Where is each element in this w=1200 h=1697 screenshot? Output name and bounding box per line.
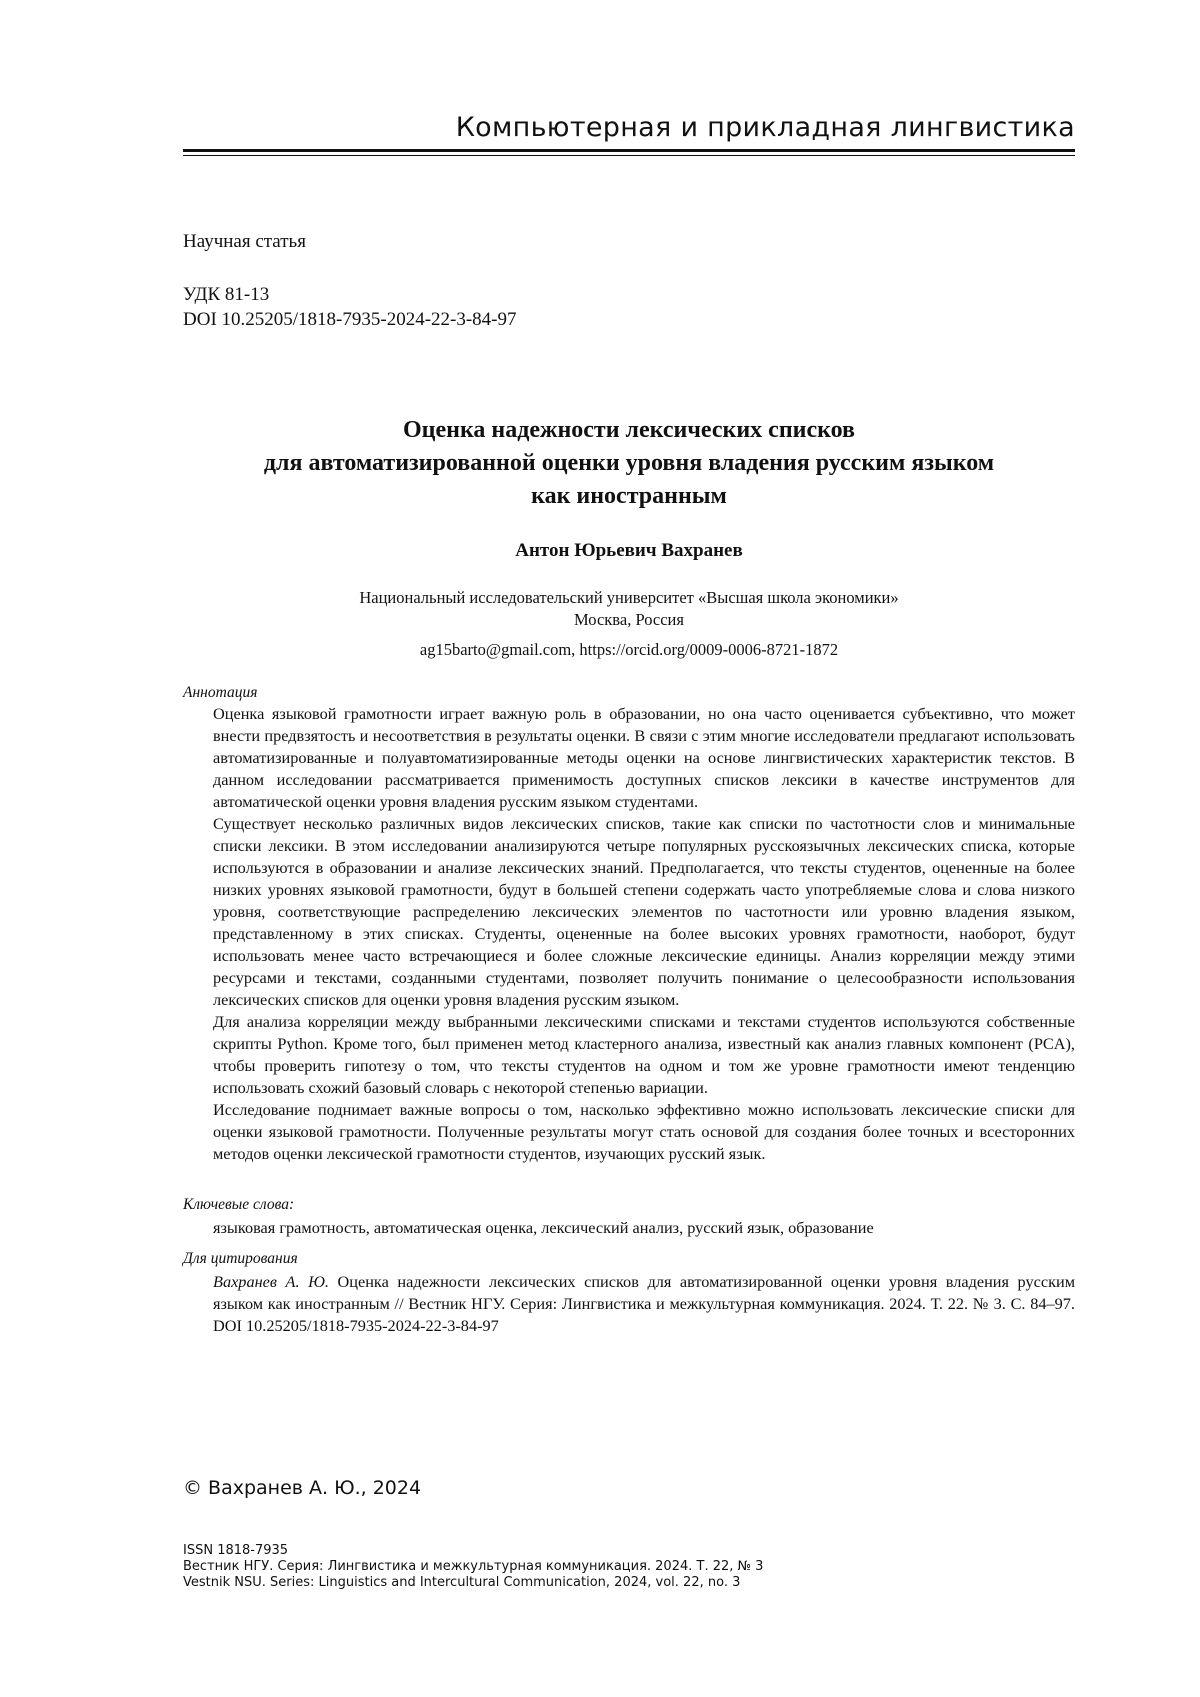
issn: ISSN 1818-7935	[183, 1543, 763, 1559]
abstract-paragraph: Существует несколько различных видов лексических списков, такие как списки по частотности слов и минимальные списки лексики. В этом исследовании анализируются четыре популярных русскоязычных лексических списка, которые используются в образовании и анализе лексических знаний. Предполагается, что тексты студентов, оцененные на более низких уровнях языковой грамотности, будут в большей степени содержать часто употребляемые слова и слова низкого уровня, соответствующие распределению лексических элементов по частотности или уровню владения языком, представленному в этих списках. Студенты, оцененные на более высоких уровнях грамотности, наоборот, будут использовать менее часто встречающиеся и более сложные лексические единицы. Анализ корреляции между этими ресурсами и текстами, созданными студентами, позволяет получить понимание о целесообразности использования лексических списков для оценки уровня владения русским языком.	[213, 813, 1075, 1011]
abstract-paragraph: Исследование поднимает важные вопросы о том, насколько эффективно можно использовать лексические списки для оценки языковой грамотности. Полученные результаты могут стать основой для создания более точных и всесторонних методов оценки лексической грамотности студентов, изучающих русский язык.	[213, 1099, 1075, 1165]
abstract-label: Аннотация	[183, 684, 257, 702]
article-title	[183, 414, 1075, 513]
copyright: © Вахранев А. Ю., 2024	[183, 1477, 421, 1499]
header-rule-thin	[183, 155, 1075, 156]
journal-citation-en: Vestnik NSU. Series: Linguistics and Intercultural Communication, 2024, vol. 22, no. 3	[183, 1575, 763, 1591]
citation-body: Оценка надежности лексических списков для автоматизированной оценки уровня владения русским языком как иностранным // Вестник НГУ. Серия: Лингвистика и межкультурная коммуникация. 2024. Т. 22. № 3. С. 84–97. DOI 10.25205/1818-7935-2024-22-3-84-97	[213, 1272, 1075, 1335]
author-city: Москва, Россия	[183, 609, 1075, 631]
journal-citation-ru: Вестник НГУ. Серия: Лингвистика и межкультурная коммуникация. 2024. Т. 22, № 3	[183, 1559, 763, 1575]
udc-code: УДК 81-13	[183, 283, 269, 307]
keywords-label: Ключевые слова:	[183, 1196, 294, 1214]
abstract-paragraph: Оценка языковой грамотности играет важную роль в образовании, но она часто оценивается субъективно, что может внести предвзятость и несоответствия в результаты оценки. В связи с этим многие исследователи предлагают использовать автоматизированные и полуавтоматизированные методы оценки на основе лингвистических характеристик текстов. В данном исследовании рассматривается применимость доступных списков лексики в качестве инструментов для автоматической оценки уровня владения русским языком студентами.	[213, 703, 1075, 813]
citation-label: Для цитирования	[183, 1250, 298, 1268]
abstract-paragraph: Для анализа корреляции между выбранными лексическими списками и текстами студентов используются собственные скрипты Python. Кроме того, был применен метод кластерного анализа, известный как анализ главных компонент (PCA), чтобы проверить гипотезу о том, что тексты студентов на одном и том же уровне грамотности имеют тенденцию использовать схожий базовый словарь с некоторой степенью вариации.	[213, 1011, 1075, 1099]
title-line: для автоматизированной оценки уровня владения русским языком	[183, 447, 1075, 480]
abstract-body	[213, 703, 1075, 1165]
header-rule-thick	[183, 149, 1075, 152]
author-contact: ag15barto@gmail.com, https://orcid.org/0009-0006-8721-1872	[183, 639, 1075, 661]
title-line: Оценка надежности лексических списков	[183, 414, 1075, 447]
section-header: Компьютерная и прикладная лингвистика	[183, 112, 1075, 143]
citation-author: Вахранев А. Ю.	[213, 1272, 329, 1291]
title-line: как иностранным	[183, 480, 1075, 513]
author-name: Антон Юрьевич Вахранев	[183, 540, 1075, 562]
citation-text	[213, 1271, 1075, 1337]
doi: DOI 10.25205/1818-7935-2024-22-3-84-97	[183, 308, 517, 332]
keywords-text: языковая грамотность, автоматическая оценка, лексический анализ, русский язык, образование	[213, 1217, 1075, 1239]
journal-info	[183, 1543, 763, 1591]
article-type: Научная статья	[183, 230, 306, 254]
author-affiliation: Национальный исследовательский университет «Высшая школа экономики»	[183, 587, 1075, 609]
